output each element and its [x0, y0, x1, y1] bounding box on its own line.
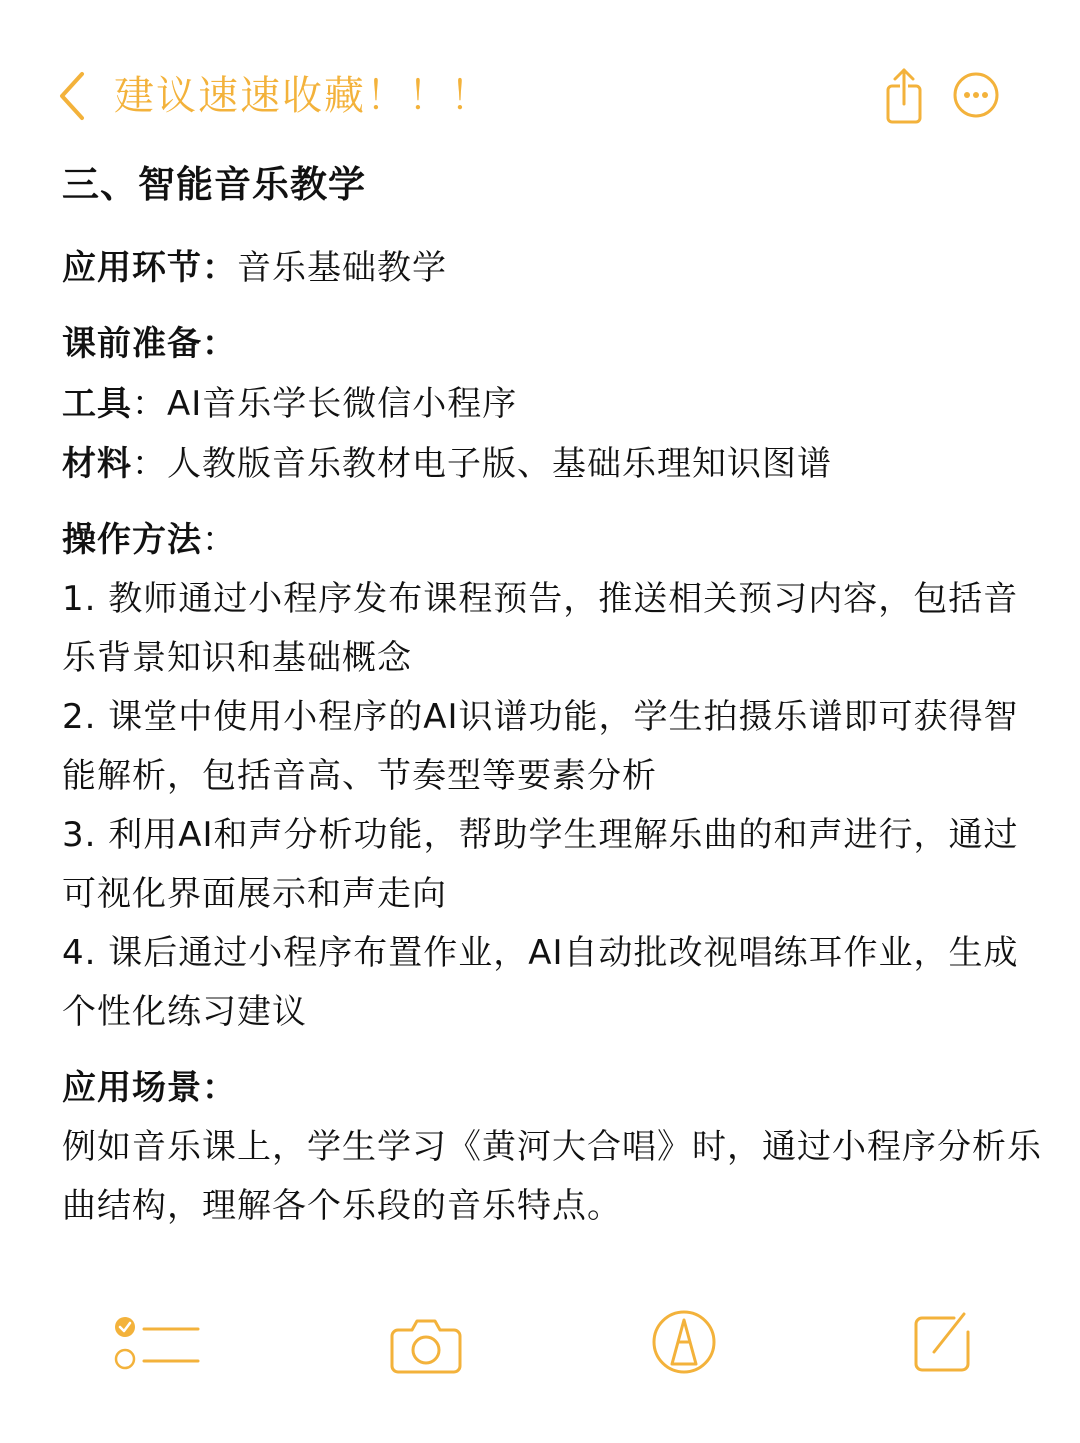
note-heading: 三、智能音乐教学: [62, 163, 366, 206]
method-colon: ：: [202, 520, 237, 560]
scenario-line: [62, 1058, 1042, 1118]
prep-line: [62, 314, 1042, 374]
pen-markup-icon[interactable]: [651, 1308, 717, 1380]
checklist-icon[interactable]: [110, 1308, 202, 1380]
application-label: 应用环节：: [62, 248, 237, 288]
tool-line: [62, 374, 1042, 434]
tool-value: ：AI音乐学长微信小程序: [132, 384, 518, 424]
application-value: 音乐基础教学: [237, 248, 447, 288]
scenario-text: 例如音乐课上，学生学习《黄河大合唱》时，通过小程序分析乐曲结构，理解各个乐段的音乐特点。: [62, 1127, 1042, 1226]
note-body[interactable]: [62, 150, 1042, 1236]
list-item: 4. 课后通过小程序布置作业，AI自动批改视唱练耳作业，生成个性化练习建议: [62, 933, 1019, 1032]
material-value: ：人教版音乐教材电子版、基础乐理知识图谱: [132, 444, 832, 484]
material-label: 材料: [62, 444, 132, 484]
list-item: 3. 利用AI和声分析功能，帮助学生理解乐曲的和声进行，通过可视化界面展示和声走向: [62, 815, 1019, 914]
method-line: [62, 510, 1042, 570]
list-item: 2. 课堂中使用小程序的AI识谱功能，学生拍摄乐谱即可获得智能解析，包括音高、节奏型等要素分析: [62, 697, 1019, 796]
application-line: [62, 238, 1042, 298]
prep-label: 课前准备：: [62, 324, 237, 364]
chevron-left-icon[interactable]: [52, 66, 92, 126]
scenario-label: 应用场景：: [62, 1068, 237, 1108]
compose-icon[interactable]: [910, 1308, 970, 1380]
nav-title: 建议速速收藏！！！: [114, 73, 492, 119]
list-item: 1. 教师通过小程序发布课程预告，推送相关预习内容，包括音乐背景知识和基础概念: [62, 579, 1019, 678]
share-icon[interactable]: [880, 66, 928, 126]
nav-bar: [0, 60, 1080, 132]
tool-label: 工具: [62, 384, 132, 424]
material-line: [62, 434, 1042, 494]
more-icon[interactable]: [951, 70, 1001, 120]
method-label: 操作方法: [62, 520, 202, 560]
camera-icon[interactable]: [388, 1308, 464, 1380]
bottom-toolbar: [0, 1300, 1080, 1390]
